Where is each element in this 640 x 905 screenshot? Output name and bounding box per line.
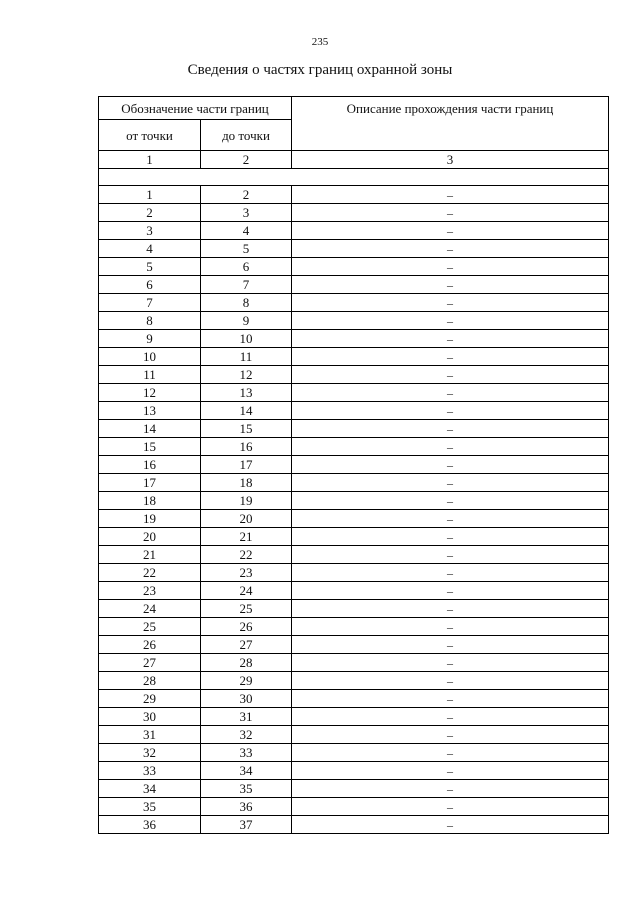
- to-point-cell: 26: [201, 618, 292, 636]
- from-point-cell: 28: [99, 672, 201, 690]
- to-point-cell: 34: [201, 762, 292, 780]
- to-point-cell: 5: [201, 240, 292, 258]
- table-row: [99, 420, 609, 438]
- table-row: [99, 474, 609, 492]
- table-row: [99, 636, 609, 654]
- to-point-cell: 13: [201, 384, 292, 402]
- description-cell: –: [292, 582, 609, 600]
- page-number: 235: [311, 36, 329, 48]
- column-number: 2: [201, 151, 292, 169]
- table-row: [99, 654, 609, 672]
- from-point-cell: 21: [99, 546, 201, 564]
- from-point-cell: 9: [99, 330, 201, 348]
- description-cell: –: [292, 204, 609, 222]
- to-point-cell: 2: [201, 186, 292, 204]
- table-row: [99, 564, 609, 582]
- from-point-cell: 29: [99, 690, 201, 708]
- to-point-cell: 3: [201, 204, 292, 222]
- from-point-cell: 8: [99, 312, 201, 330]
- description-cell: –: [292, 528, 609, 546]
- table-row: [99, 528, 609, 546]
- from-point-cell: 16: [99, 456, 201, 474]
- to-point-cell: 16: [201, 438, 292, 456]
- to-point-cell: 7: [201, 276, 292, 294]
- from-point-cell: 36: [99, 816, 201, 834]
- table-row: [99, 276, 609, 294]
- column-number: 3: [292, 151, 609, 169]
- from-point-cell: 19: [99, 510, 201, 528]
- to-point-cell: 32: [201, 726, 292, 744]
- table-row: [99, 690, 609, 708]
- description-cell: –: [292, 258, 609, 276]
- to-point-cell: 25: [201, 600, 292, 618]
- boundary-parts-table: [98, 96, 609, 834]
- from-point-cell: 4: [99, 240, 201, 258]
- description-cell: –: [292, 330, 609, 348]
- table-row: [99, 780, 609, 798]
- to-point-cell: 18: [201, 474, 292, 492]
- to-point-cell: 24: [201, 582, 292, 600]
- header-description: Описание прохождения части границ: [292, 97, 609, 151]
- table-row: [99, 582, 609, 600]
- description-cell: –: [292, 816, 609, 834]
- table-row: [99, 816, 609, 834]
- from-point-cell: 20: [99, 528, 201, 546]
- to-point-cell: 8: [201, 294, 292, 312]
- to-point-cell: 27: [201, 636, 292, 654]
- description-cell: –: [292, 474, 609, 492]
- table-row: [99, 798, 609, 816]
- header-boundary-designation: Обозначение части границ: [99, 97, 292, 120]
- description-cell: –: [292, 366, 609, 384]
- description-cell: –: [292, 510, 609, 528]
- from-point-cell: 17: [99, 474, 201, 492]
- column-number-row: [99, 151, 609, 169]
- table-row: [99, 546, 609, 564]
- table-row: [99, 618, 609, 636]
- description-cell: –: [292, 636, 609, 654]
- to-point-cell: 20: [201, 510, 292, 528]
- to-point-cell: 19: [201, 492, 292, 510]
- description-cell: –: [292, 546, 609, 564]
- from-point-cell: 12: [99, 384, 201, 402]
- to-point-cell: 28: [201, 654, 292, 672]
- column-number: 1: [99, 151, 201, 169]
- description-cell: –: [292, 222, 609, 240]
- from-point-cell: 14: [99, 420, 201, 438]
- description-cell: –: [292, 438, 609, 456]
- from-point-cell: 34: [99, 780, 201, 798]
- description-cell: –: [292, 348, 609, 366]
- table-row: [99, 204, 609, 222]
- from-point-cell: 3: [99, 222, 201, 240]
- to-point-cell: 31: [201, 708, 292, 726]
- table-row: [99, 600, 609, 618]
- description-cell: –: [292, 240, 609, 258]
- blank-cell: [99, 169, 609, 186]
- description-cell: –: [292, 384, 609, 402]
- table-row: [99, 744, 609, 762]
- from-point-cell: 2: [99, 204, 201, 222]
- description-cell: –: [292, 456, 609, 474]
- table-header-row: [99, 97, 609, 120]
- to-point-cell: 36: [201, 798, 292, 816]
- from-point-cell: 10: [99, 348, 201, 366]
- document-title: Сведения о частях границ охранной зоны: [187, 62, 453, 78]
- to-point-cell: 12: [201, 366, 292, 384]
- description-cell: –: [292, 708, 609, 726]
- to-point-cell: 21: [201, 528, 292, 546]
- table-body: [99, 97, 609, 834]
- table-row: [99, 312, 609, 330]
- header-from-point: от точки: [99, 120, 201, 151]
- to-point-cell: 6: [201, 258, 292, 276]
- to-point-cell: 14: [201, 402, 292, 420]
- from-point-cell: 27: [99, 654, 201, 672]
- table-row: [99, 384, 609, 402]
- description-cell: –: [292, 780, 609, 798]
- from-point-cell: 13: [99, 402, 201, 420]
- to-point-cell: 11: [201, 348, 292, 366]
- table-row: [99, 438, 609, 456]
- to-point-cell: 30: [201, 690, 292, 708]
- from-point-cell: 24: [99, 600, 201, 618]
- header-to-point: до точки: [201, 120, 292, 151]
- table-row: [99, 258, 609, 276]
- description-cell: –: [292, 186, 609, 204]
- description-cell: –: [292, 690, 609, 708]
- to-point-cell: 33: [201, 744, 292, 762]
- table-row: [99, 456, 609, 474]
- description-cell: –: [292, 294, 609, 312]
- from-point-cell: 1: [99, 186, 201, 204]
- table-row: [99, 672, 609, 690]
- to-point-cell: 29: [201, 672, 292, 690]
- blank-row: [99, 169, 609, 186]
- description-cell: –: [292, 312, 609, 330]
- from-point-cell: 15: [99, 438, 201, 456]
- description-cell: –: [292, 654, 609, 672]
- from-point-cell: 18: [99, 492, 201, 510]
- table-row: [99, 492, 609, 510]
- from-point-cell: 25: [99, 618, 201, 636]
- description-cell: –: [292, 564, 609, 582]
- to-point-cell: 4: [201, 222, 292, 240]
- from-point-cell: 35: [99, 798, 201, 816]
- to-point-cell: 37: [201, 816, 292, 834]
- from-point-cell: 33: [99, 762, 201, 780]
- description-cell: –: [292, 618, 609, 636]
- to-point-cell: 17: [201, 456, 292, 474]
- from-point-cell: 5: [99, 258, 201, 276]
- table-row: [99, 294, 609, 312]
- from-point-cell: 23: [99, 582, 201, 600]
- table-row: [99, 222, 609, 240]
- from-point-cell: 26: [99, 636, 201, 654]
- from-point-cell: 32: [99, 744, 201, 762]
- from-point-cell: 11: [99, 366, 201, 384]
- from-point-cell: 7: [99, 294, 201, 312]
- to-point-cell: 15: [201, 420, 292, 438]
- table-row: [99, 186, 609, 204]
- table-row: [99, 330, 609, 348]
- from-point-cell: 30: [99, 708, 201, 726]
- from-point-cell: 31: [99, 726, 201, 744]
- table-row: [99, 366, 609, 384]
- to-point-cell: 23: [201, 564, 292, 582]
- from-point-cell: 22: [99, 564, 201, 582]
- description-cell: –: [292, 762, 609, 780]
- table-row: [99, 240, 609, 258]
- table-row: [99, 402, 609, 420]
- description-cell: –: [292, 726, 609, 744]
- table-row: [99, 726, 609, 744]
- description-cell: –: [292, 420, 609, 438]
- table-row: [99, 762, 609, 780]
- description-cell: –: [292, 600, 609, 618]
- description-cell: –: [292, 672, 609, 690]
- to-point-cell: 10: [201, 330, 292, 348]
- description-cell: –: [292, 492, 609, 510]
- table-row: [99, 708, 609, 726]
- to-point-cell: 9: [201, 312, 292, 330]
- from-point-cell: 6: [99, 276, 201, 294]
- description-cell: –: [292, 744, 609, 762]
- table-row: [99, 348, 609, 366]
- description-cell: –: [292, 402, 609, 420]
- to-point-cell: 22: [201, 546, 292, 564]
- table-row: [99, 510, 609, 528]
- description-cell: –: [292, 276, 609, 294]
- to-point-cell: 35: [201, 780, 292, 798]
- description-cell: –: [292, 798, 609, 816]
